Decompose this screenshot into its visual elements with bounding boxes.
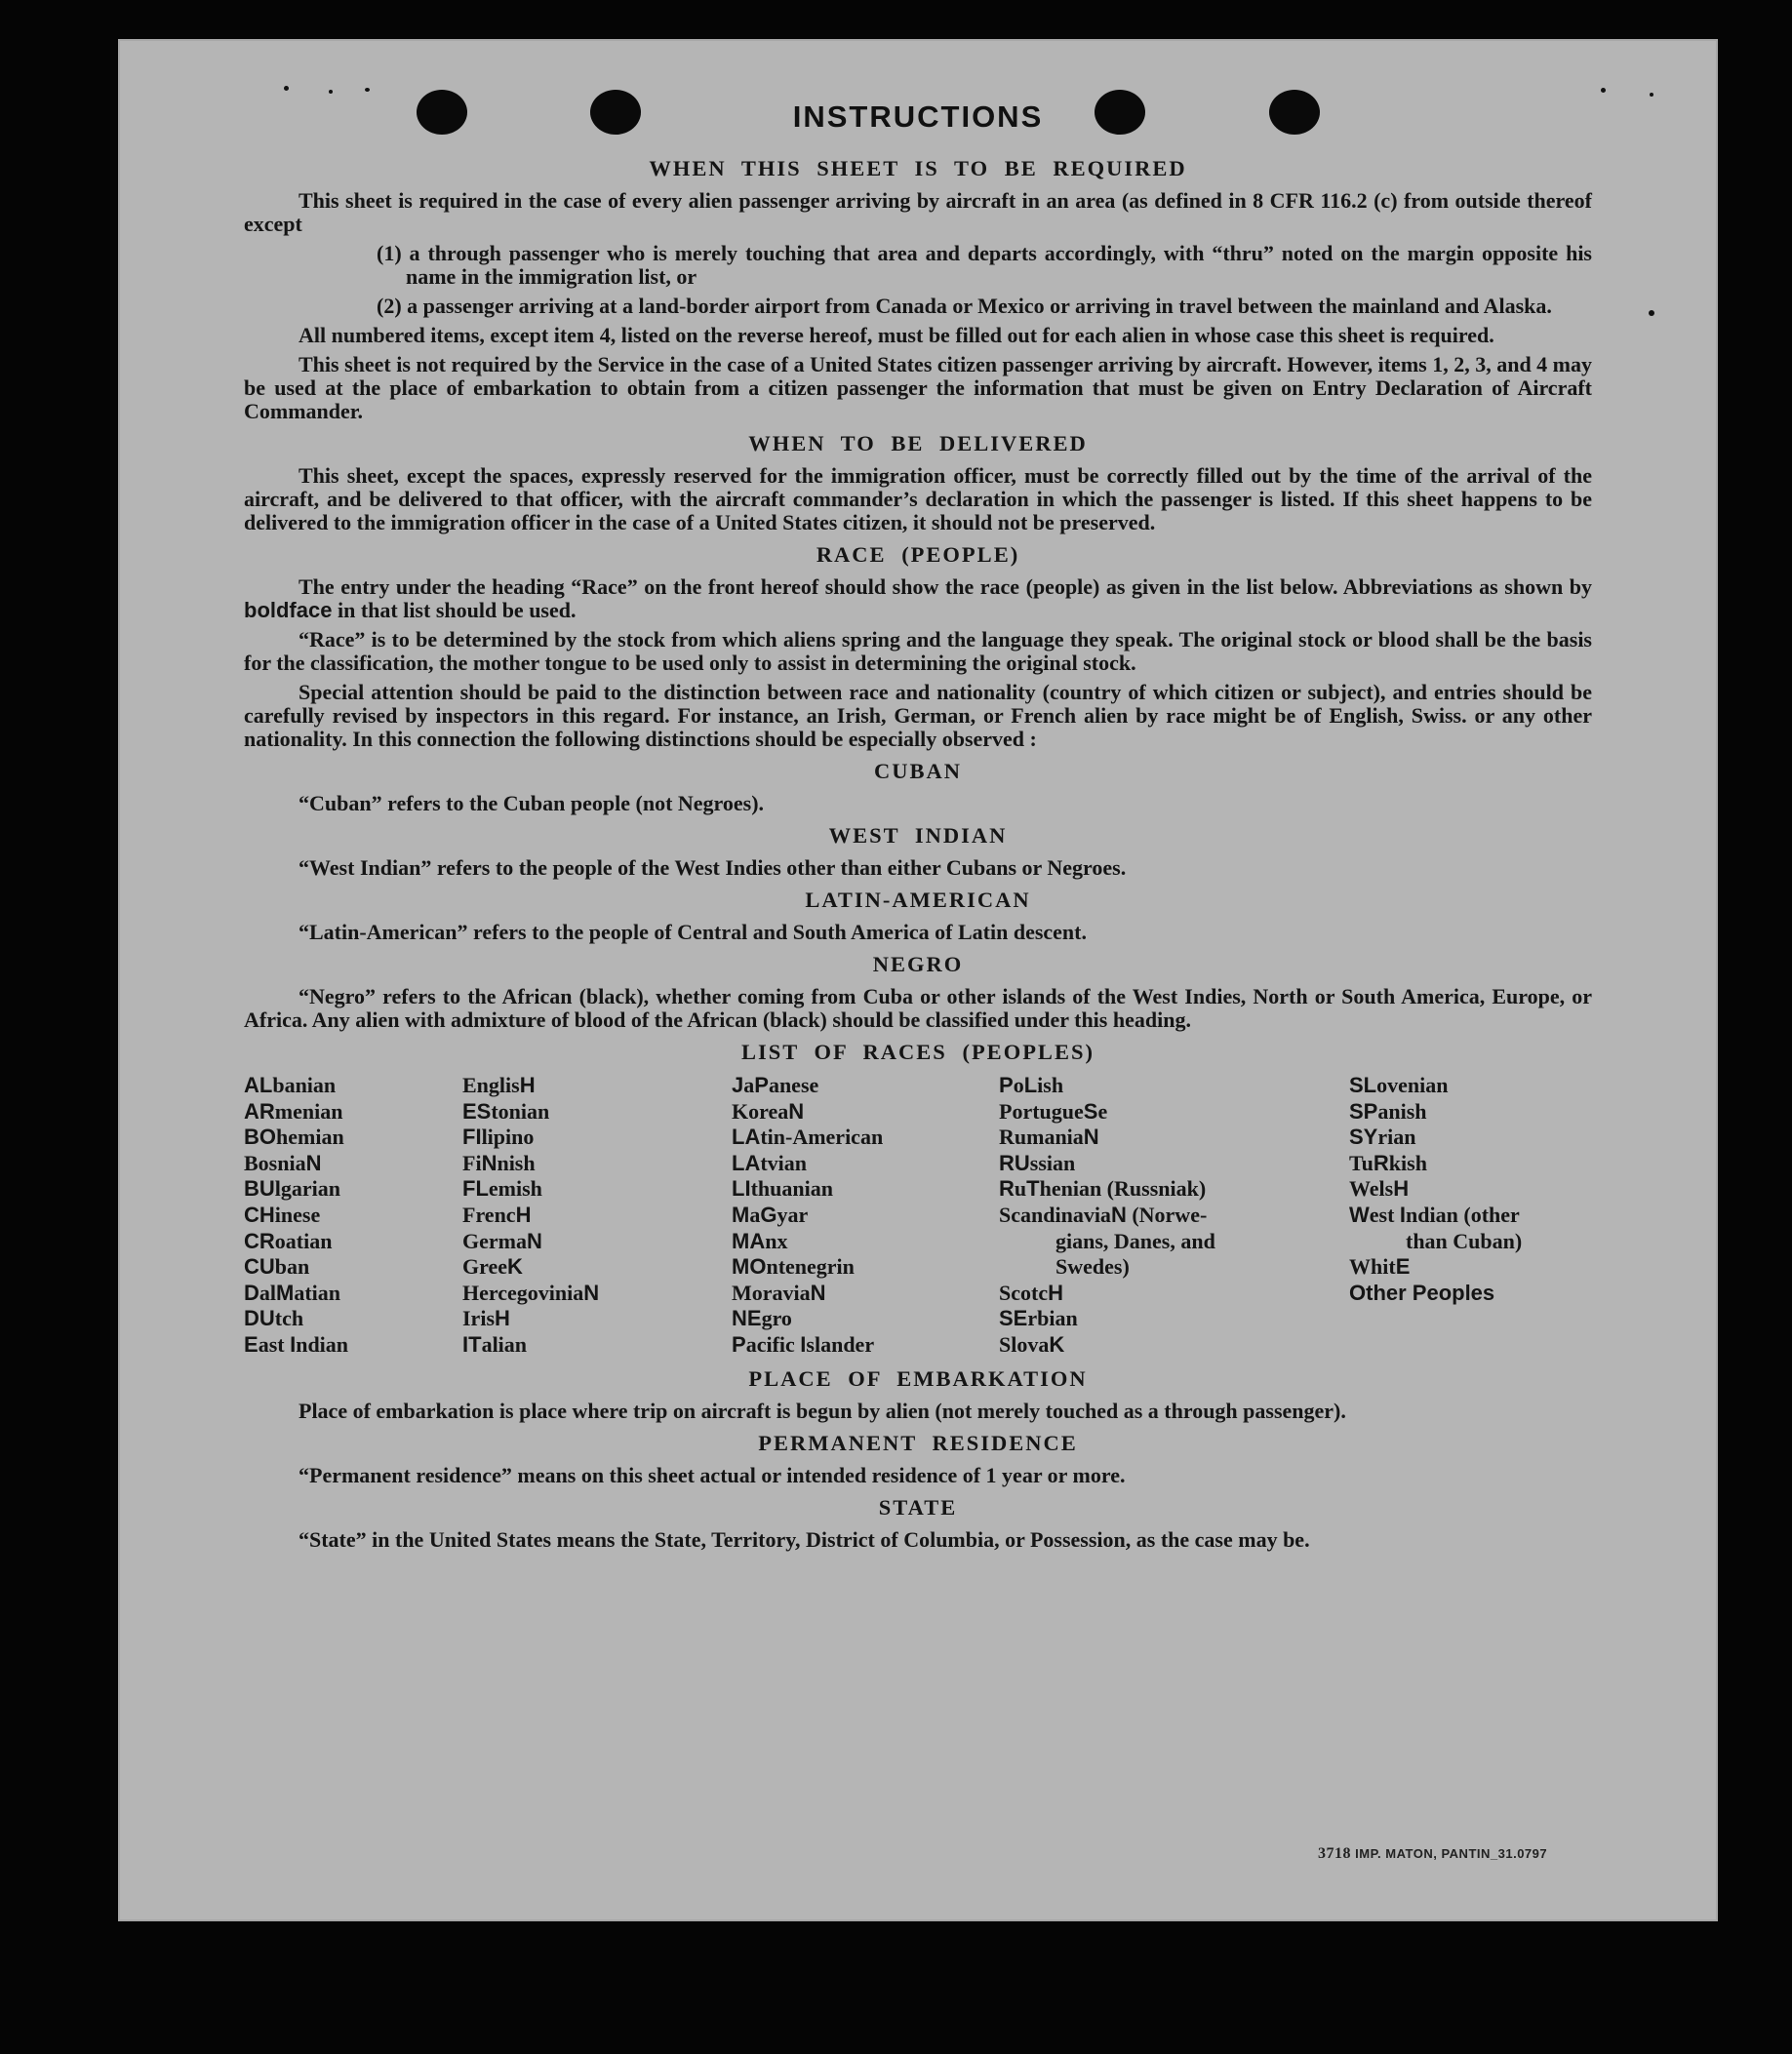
- race-entry: [1349, 1176, 1583, 1203]
- section-heading-embarkation: PLACE OF EMBARKATION: [748, 1365, 1088, 1391]
- race-abbreviation: ES: [462, 1098, 492, 1124]
- race-text: est: [1369, 1202, 1400, 1227]
- race-abbreviation: N: [1110, 1202, 1127, 1227]
- race-entry: [462, 1306, 732, 1332]
- race-abbreviation: CR: [244, 1228, 275, 1253]
- race-abbreviation: S: [1083, 1098, 1098, 1124]
- race-entry: Swedes): [1055, 1254, 1130, 1280]
- race-abbreviation: H: [519, 1073, 536, 1097]
- race-entry: [732, 1176, 999, 1203]
- race-text: ndian: [296, 1331, 349, 1357]
- race-entry: [732, 1281, 999, 1307]
- race-text: Frenc: [462, 1202, 516, 1227]
- race-entry: [244, 1176, 462, 1203]
- race-abbreviation: Other Peoples: [1349, 1280, 1495, 1305]
- race-entry: [1349, 1151, 1583, 1177]
- instructions-body: [244, 148, 1592, 1558]
- race-abbreviation: I: [800, 1331, 807, 1357]
- speck: [1650, 93, 1653, 97]
- race-abbreviation: IT: [462, 1331, 482, 1357]
- paragraph: This sheet, except the spaces, expressly reserved for the immigration officer, must be correctly filled out by the time of the arrival of the aircraft, and be delivered to that officer, with the aircraft commander’s declaration in which the passenger is listed. If this sheet happens to be delivered to the immigration officer in the case of a United States citizen, it should not be preserved.: [244, 463, 1592, 534]
- race-entry: [462, 1332, 732, 1359]
- race-abbreviation: E: [244, 1331, 259, 1357]
- race-entry: [244, 1254, 462, 1281]
- race-abbreviation: RU: [999, 1150, 1030, 1175]
- race-entry: [1349, 1203, 1583, 1229]
- race-entry: [244, 1203, 462, 1229]
- exception-item-2: (2) a passenger arriving at a land-border airport from Canada or Mexico or arriving in travel between the mainland and Alaska.: [377, 294, 1552, 318]
- races-list: [244, 1073, 1592, 1359]
- race-abbreviation: H: [1048, 1280, 1063, 1305]
- race-entry: [244, 1332, 462, 1359]
- paragraph: Place of embarkation is place where trip on aircraft is begun by alien (not merely touched as a through passenger).: [299, 1398, 1346, 1423]
- race-entry: [999, 1125, 1349, 1151]
- paragraph: “West Indian” refers to the people of the West Indies other than either Cubans or Negroes.: [299, 855, 1127, 880]
- race-abbreviation: DU: [244, 1306, 275, 1331]
- race-abbreviation: SE: [999, 1306, 1028, 1331]
- race-text: oatian: [274, 1228, 333, 1253]
- printer-footer: [1318, 1845, 1547, 1863]
- race-abbreviation: BO: [244, 1125, 276, 1150]
- speck: [1601, 88, 1606, 93]
- race-text: ovenian: [1376, 1073, 1449, 1097]
- paragraph: “Cuban” refers to the Cuban people (not Negroes).: [299, 791, 765, 815]
- race-text: anese: [768, 1073, 819, 1097]
- race-text: Hercegovinia: [462, 1280, 584, 1305]
- section-heading-list-of-races: LIST OF RACES (PEOPLES): [741, 1040, 1095, 1064]
- race-text: a: [749, 1202, 761, 1227]
- race-entry: [999, 1151, 1349, 1177]
- race-entry: [1349, 1073, 1583, 1099]
- race-entry: [999, 1073, 1349, 1099]
- race-entry: [462, 1151, 732, 1177]
- race-abbreviation: W: [1349, 1202, 1370, 1227]
- race-text: henian (Russniak): [1039, 1176, 1207, 1202]
- race-text: Rumania: [999, 1125, 1084, 1150]
- race-entry: [462, 1281, 732, 1307]
- race-entry: [244, 1306, 462, 1332]
- speck: [1649, 310, 1654, 316]
- race-abbreviation: H: [1393, 1176, 1410, 1202]
- text: in that list should be used.: [332, 598, 577, 622]
- page-title: INSTRUCTIONS: [792, 99, 1044, 134]
- race-entry: [999, 1281, 1349, 1307]
- race-entry: [244, 1125, 462, 1151]
- section-heading-when-delivered: WHEN TO BE DELIVERED: [748, 431, 1088, 455]
- race-text: ndian (other: [1406, 1202, 1520, 1227]
- race-entry: gians, Danes, and: [1055, 1228, 1215, 1253]
- race-text: rian: [1377, 1125, 1416, 1150]
- race-text: atian: [294, 1280, 341, 1305]
- section-heading-negro: NEGRO: [872, 952, 964, 976]
- race-abbreviation: N: [788, 1098, 805, 1124]
- section-heading-residence: PERMANENT RESIDENCE: [758, 1430, 1078, 1455]
- race-text: o: [1013, 1073, 1024, 1097]
- race-abbreviation: H: [495, 1306, 510, 1331]
- race-text: ish: [1037, 1073, 1064, 1097]
- race-abbreviation: J: [732, 1073, 744, 1097]
- section-heading-race: RACE (PEOPLE): [816, 542, 1020, 567]
- races-column: [462, 1073, 732, 1359]
- race-text: emish: [488, 1176, 542, 1202]
- race-entry: [732, 1073, 999, 1099]
- paragraph: This sheet is not required by the Service in the case of a United States citizen passenger arriving by aircraft. However, items 1, 2, 3, and 4 may be used at the place of embarkation to obtain from a citizen passenger the information that must be given on Entry Declaration of Aircraft Commander.: [244, 352, 1593, 423]
- race-text: slander: [806, 1331, 875, 1357]
- race-text: banian: [272, 1073, 337, 1097]
- race-text: Iris: [462, 1306, 495, 1331]
- race-abbreviation: MO: [732, 1254, 767, 1280]
- race-entry: [244, 1281, 462, 1307]
- race-abbreviation: P: [732, 1331, 746, 1357]
- race-text: nish: [497, 1150, 536, 1175]
- document-sheet: [118, 39, 1718, 1921]
- race-abbreviation: AR: [244, 1098, 275, 1124]
- race-abbreviation: I: [1399, 1202, 1407, 1227]
- race-abbreviation: R: [1373, 1150, 1389, 1175]
- race-abbreviation: P: [999, 1073, 1014, 1097]
- race-abbreviation: LA: [732, 1125, 761, 1150]
- race-entry: [732, 1203, 999, 1229]
- boldface-word: boldface: [244, 598, 333, 622]
- race-entry: [999, 1306, 1349, 1332]
- speck: [365, 88, 370, 92]
- exception-item-1: (1) a through passenger who is merely touching that area and departs accordingly, with “thru” noted on the margin opposite his name in the immigration list, or: [377, 241, 1592, 289]
- race-abbreviation: M: [732, 1202, 750, 1227]
- text: The entry under the heading “Race” on the front hereof should show the race (people) as given in the list below. Abbreviations as shown by: [299, 574, 1592, 599]
- race-entry: than Cuban): [1406, 1228, 1523, 1253]
- races-column: [1349, 1073, 1583, 1359]
- race-text: ssian: [1029, 1150, 1076, 1175]
- race-text: lipino: [481, 1125, 535, 1150]
- race-text: Wels: [1349, 1176, 1394, 1202]
- race-entry: [1349, 1125, 1583, 1151]
- race-entry: [244, 1073, 462, 1099]
- race-text: acific: [745, 1331, 801, 1357]
- race-text: gro: [761, 1306, 792, 1331]
- race-text: a: [743, 1073, 755, 1097]
- race-entry: [732, 1306, 999, 1332]
- race-entry: [999, 1332, 1349, 1359]
- race-text: Whit: [1349, 1254, 1396, 1280]
- race-text: Englis: [462, 1073, 520, 1097]
- race-abbreviation: L: [1023, 1073, 1038, 1097]
- speck: [329, 90, 333, 94]
- race-abbreviation: M: [276, 1280, 295, 1305]
- paragraph: “Latin-American” refers to the people of Central and South America of Latin descent.: [299, 920, 1087, 944]
- race-text: anish: [1377, 1098, 1427, 1124]
- race-abbreviation: FL: [462, 1176, 489, 1202]
- form-number: 3718: [1318, 1845, 1351, 1862]
- race-entry: [462, 1254, 732, 1281]
- speck: [284, 86, 289, 91]
- race-entry: [1349, 1099, 1583, 1126]
- race-abbreviation: N: [583, 1280, 600, 1305]
- race-text: tin-American: [760, 1125, 884, 1150]
- race-text: Fi: [462, 1150, 482, 1175]
- race-text: al: [259, 1280, 277, 1305]
- race-entry: [462, 1125, 732, 1151]
- race-text: Scotc: [999, 1280, 1049, 1305]
- race-entry: [462, 1073, 732, 1099]
- race-abbreviation: T: [1026, 1176, 1040, 1202]
- race-abbreviation: CU: [244, 1254, 275, 1280]
- race-abbreviation: G: [760, 1202, 777, 1227]
- race-abbreviation: LI: [732, 1176, 751, 1202]
- paragraph: All numbered items, except item 4, listed on the reverse hereof, must be filled out for each alien in whose case this sheet is required.: [299, 323, 1494, 347]
- race-text: ban: [274, 1254, 310, 1280]
- race-text: Slova: [999, 1331, 1050, 1357]
- race-entry: [732, 1151, 999, 1177]
- race-abbreviation: N: [810, 1280, 826, 1305]
- section-heading-latin-american: LATIN-AMERICAN: [805, 888, 1031, 912]
- race-text: Gree: [462, 1254, 508, 1280]
- race-text: tch: [274, 1306, 304, 1331]
- section-heading-when-required: WHEN THIS SHEET IS TO BE REQUIRED: [649, 156, 1187, 180]
- race-text: ntenegrin: [766, 1254, 855, 1280]
- paragraph: “Negro” refers to the African (black), whether coming from Cuba or other islands of the West Indies, North or South America, Europe, or Africa. Any alien with admixture of blood of the African (black) should be classified under this heading.: [244, 984, 1592, 1032]
- race-text: menian: [274, 1098, 343, 1124]
- race-abbreviation: MA: [732, 1228, 766, 1253]
- race-entry: [244, 1099, 462, 1126]
- race-abbreviation: K: [507, 1254, 523, 1280]
- race-text: hemian: [276, 1125, 344, 1150]
- race-entry: [732, 1229, 999, 1255]
- race-abbreviation: N: [305, 1150, 322, 1175]
- race-entry: [462, 1203, 732, 1229]
- race-abbreviation: N: [1083, 1125, 1099, 1150]
- section-heading-cuban: CUBAN: [873, 759, 962, 783]
- race-text: Moravia: [732, 1280, 811, 1305]
- race-entry: [999, 1099, 1349, 1126]
- race-text: Scandinavia: [999, 1202, 1111, 1227]
- race-text: rbian: [1027, 1306, 1078, 1331]
- race-text: yar: [777, 1202, 809, 1227]
- race-text: Germa: [462, 1228, 527, 1253]
- paragraph: [244, 575, 1592, 622]
- race-entry: [732, 1099, 999, 1126]
- race-text: Korea: [732, 1098, 789, 1124]
- race-entry: [244, 1229, 462, 1255]
- race-entry: [462, 1099, 732, 1126]
- paragraph: This sheet is required in the case of every alien passenger arriving by aircraft in an area (as defined in 8 CFR 116.2 (c) from outside thereof except: [244, 188, 1592, 236]
- paragraph: “Race” is to be determined by the stock from which aliens spring and the language they speak. The original stock or blood shall be the basis for the classification, the mother tongue to be used only to assist in determining the original stock.: [244, 627, 1592, 675]
- race-entry: [732, 1332, 999, 1359]
- race-abbreviation: BU: [244, 1176, 275, 1202]
- race-text: kish: [1388, 1150, 1427, 1175]
- race-abbreviation: CH: [244, 1202, 275, 1227]
- printer-imprint: IMP. MATON, PANTIN_31.0797: [1355, 1846, 1548, 1861]
- race-abbreviation: AL: [244, 1073, 273, 1097]
- race-abbreviation: FI: [462, 1125, 482, 1150]
- race-entry: [999, 1176, 1349, 1203]
- race-abbreviation: I: [290, 1331, 297, 1357]
- race-entry: [732, 1254, 999, 1281]
- race-text: (Norwe-: [1126, 1202, 1208, 1227]
- race-text: thuanian: [750, 1176, 833, 1202]
- race-text: u: [1014, 1176, 1027, 1202]
- paragraph: Special attention should be paid to the distinction between race and nationality (country of which citizen or subject), and entries should be carefully revised by inspectors in this regard. For instance, an Irish, German, or French alien by race might be of English, Swiss. or any other nationality. In this connection the following distinctions should be especially observed :: [244, 680, 1592, 751]
- paragraph: “State” in the United States means the State, Territory, District of Columbia, or Possession, as the case may be.: [299, 1526, 1310, 1552]
- race-text: alian: [481, 1331, 528, 1357]
- race-abbreviation: H: [515, 1202, 532, 1227]
- race-abbreviation: NE: [732, 1306, 762, 1331]
- race-entry: [244, 1151, 462, 1177]
- race-text: Bosnia: [244, 1150, 306, 1175]
- paragraph: “Permanent residence” means on this sheet actual or intended residence of 1 year or more.: [299, 1462, 1126, 1487]
- races-column: [732, 1073, 999, 1359]
- race-abbreviation: E: [1395, 1254, 1411, 1280]
- race-text: inese: [274, 1202, 321, 1227]
- race-abbreviation: D: [244, 1280, 259, 1305]
- race-entry: [1349, 1254, 1583, 1281]
- race-text: e: [1097, 1098, 1108, 1124]
- races-column: [999, 1073, 1349, 1359]
- race-abbreviation: SP: [1349, 1098, 1378, 1124]
- section-heading-west-indian: WEST INDIAN: [828, 823, 1008, 848]
- races-column: [244, 1073, 462, 1359]
- race-entry: [999, 1203, 1349, 1229]
- race-text: Tu: [1349, 1150, 1374, 1175]
- race-text: tonian: [491, 1098, 550, 1124]
- race-abbreviation: N: [526, 1228, 542, 1253]
- race-entry: [732, 1125, 999, 1151]
- race-entry: [1349, 1281, 1583, 1307]
- race-abbreviation: SL: [1349, 1073, 1377, 1097]
- race-text: tvian: [760, 1150, 808, 1175]
- race-abbreviation: N: [481, 1150, 498, 1175]
- race-abbreviation: LA: [732, 1150, 761, 1175]
- race-entry: [462, 1229, 732, 1255]
- section-heading-state: STATE: [878, 1494, 958, 1520]
- race-text: nx: [765, 1228, 788, 1253]
- race-text: lgarian: [274, 1176, 341, 1202]
- race-entry: [462, 1176, 732, 1203]
- race-abbreviation: K: [1049, 1331, 1065, 1357]
- race-text: Portugue: [999, 1098, 1084, 1124]
- race-abbreviation: P: [754, 1073, 769, 1097]
- race-abbreviation: SY: [1349, 1125, 1378, 1150]
- race-abbreviation: R: [999, 1176, 1015, 1202]
- race-text: ast: [258, 1331, 291, 1357]
